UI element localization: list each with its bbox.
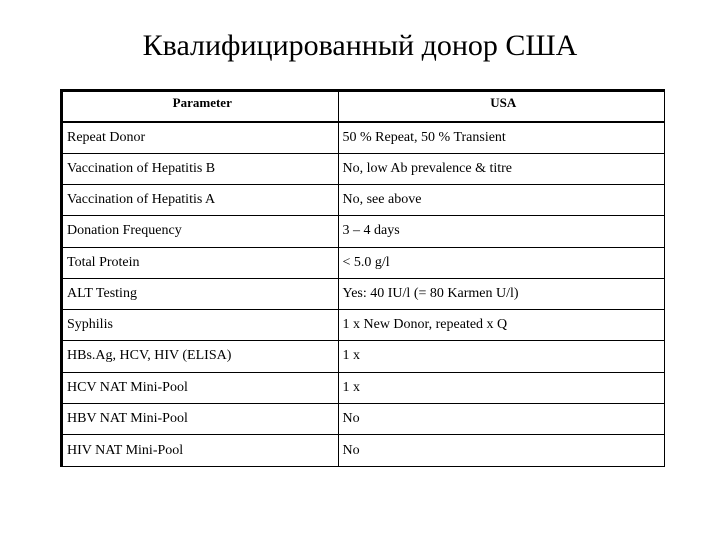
parameter-cell: HCV NAT Mini-Pool	[63, 372, 338, 403]
table-row	[63, 122, 664, 153]
header-parameter: Parameter	[63, 92, 338, 122]
table-row	[63, 247, 664, 278]
value-cell: No, low Ab prevalence & titre	[338, 153, 664, 184]
table-row	[63, 372, 664, 403]
comparison-table	[60, 89, 665, 467]
parameter-cell: HBV NAT Mini-Pool	[63, 403, 338, 434]
value-cell: 1 x	[338, 372, 664, 403]
value-cell: Yes: 40 IU/l (= 80 Karmen U/l)	[338, 278, 664, 309]
table-row	[63, 403, 664, 434]
table-header-row	[63, 92, 664, 122]
table-row	[63, 185, 664, 216]
parameter-cell: Total Protein	[63, 247, 338, 278]
parameter-cell: HIV NAT Mini-Pool	[63, 435, 338, 466]
value-cell: 3 – 4 days	[338, 216, 664, 247]
value-cell: 50 % Repeat, 50 % Transient	[338, 122, 664, 153]
value-cell: 1 x	[338, 341, 664, 372]
value-cell: No, see above	[338, 185, 664, 216]
value-cell: No	[338, 403, 664, 434]
parameter-cell: ALT Testing	[63, 278, 338, 309]
value-cell: < 5.0 g/l	[338, 247, 664, 278]
parameter-cell: HBs.Ag, HCV, HIV (ELISA)	[63, 341, 338, 372]
table-row	[63, 341, 664, 372]
header-usa: USA	[338, 92, 664, 122]
parameter-cell: Vaccination of Hepatitis B	[63, 153, 338, 184]
table-row	[63, 278, 664, 309]
value-cell: No	[342, 442, 360, 458]
parameter-cell: Donation Frequency	[63, 216, 338, 247]
table-row	[63, 216, 664, 247]
parameter-cell: Repeat Donor	[63, 122, 338, 153]
parameter-cell: Syphilis	[63, 310, 338, 341]
value-cell: 1 x New Donor, repeated x Q	[338, 310, 664, 341]
table-row	[63, 153, 664, 184]
parameter-cell: Vaccination of Hepatitis A	[63, 185, 338, 216]
page-title: Квалифицированный донор США	[142, 29, 578, 62]
table-row	[63, 310, 664, 341]
table-row	[63, 435, 664, 466]
